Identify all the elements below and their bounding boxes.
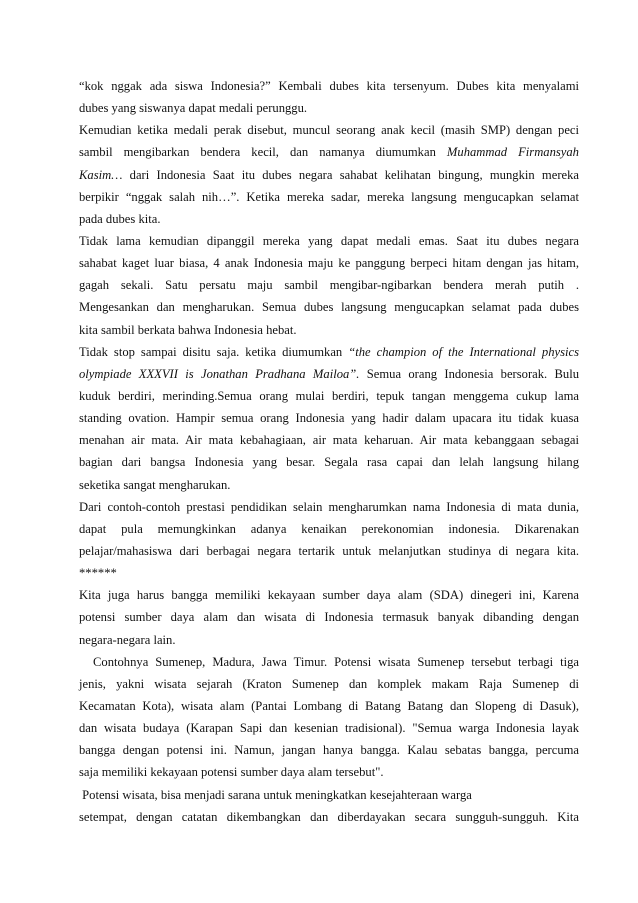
text-segment: Kecamatan Kota), wisata alam (Pantai Lombang di Batang Batang dan Slopeng di Dasuk), bbox=[79, 698, 579, 713]
text-line bbox=[79, 363, 579, 385]
text-segment: dubes yang siswanya dapat medali perunggu. bbox=[79, 101, 308, 116]
text-segment: setempat, dengan catatan dikembangkan dan diberdayakan secara sungguh-sungguh. Kita bbox=[79, 809, 579, 824]
text-segment: berpikir “nggak salah nih…”. Ketika mereka sadar, mereka langsung mengucapkan selamat bbox=[79, 189, 579, 204]
text-line bbox=[79, 385, 579, 407]
text-line bbox=[79, 739, 579, 761]
text-line bbox=[79, 119, 579, 141]
text-segment: dari Indonesia Saat itu dubes negara sahabat kelihatan bingung, mungkin mereka bbox=[122, 167, 579, 182]
text-line bbox=[79, 518, 579, 540]
text-segment: ****** bbox=[79, 566, 117, 581]
text-line bbox=[79, 451, 579, 473]
text-segment: potensi sumber daya alam dan wisata di Indonesia termasuk banyak dibanding dengan bbox=[79, 610, 579, 625]
text-line bbox=[79, 141, 579, 163]
text-segment: “kok nggak ada siswa Indonesia?” Kembali dubes kita tersenyum. Dubes kita menyalami bbox=[79, 79, 579, 93]
text-line bbox=[79, 717, 579, 739]
text-segment: Semua orang Indonesia bersorak. Bulu bbox=[359, 366, 579, 381]
text-segment: sahabat kaget luar biasa, 4 anak Indonesia maju ke panggung berpeci hitam dengan jas hitam, bbox=[79, 256, 579, 271]
italic-text: Kasim… bbox=[79, 167, 123, 182]
italic-text: “the champion of the International physics bbox=[348, 344, 579, 359]
text-line bbox=[79, 164, 579, 186]
text-segment: dan wisata budaya (Karapan Sapi dan kesenian tradisional). "Semua warga Indonesia layak bbox=[79, 721, 579, 736]
text-line bbox=[79, 562, 579, 584]
text-segment: jenis, yakni wisata sejarah (Kraton Sumenep dan komplek makam Raja Sumenep di bbox=[79, 676, 579, 691]
text-line bbox=[79, 695, 579, 717]
text-line bbox=[79, 252, 579, 274]
text-segment: dapat pula memungkinkan adanya kenaikan perekonomian indonesia. Dikarenakan bbox=[79, 521, 579, 536]
text-segment: menahan air mata. Air mata kebahagiaan, air mata keharuan. Air mata kebanggaan sebagai bbox=[79, 433, 579, 448]
text-line bbox=[79, 606, 579, 628]
text-segment: sambil mengibarkan bendera kecil, dan namanya diumumkan bbox=[79, 145, 447, 160]
italic-text: olympiade XXXVII is Jonathan Pradhana Mailoa”. bbox=[79, 366, 360, 381]
text-segment: standing ovation. Hampir semua orang Indonesia yang hadir dalam upacara itu tidak kuasa bbox=[79, 411, 579, 426]
text-line bbox=[79, 341, 579, 363]
text-segment: Mengesankan dan mengharukan. Semua dubes langsung mengucapkan selamat pada dubes bbox=[79, 300, 579, 315]
text-segment: Dari contoh-contoh prestasi pendidikan selain mengharumkan nama Indonesia di mata dunia, bbox=[79, 499, 579, 514]
text-segment: Kemudian ketika medali perak disebut, muncul seorang anak kecil (masih SMP) dengan peci bbox=[79, 123, 579, 138]
text-line bbox=[79, 407, 579, 429]
text-line bbox=[79, 784, 579, 806]
text-line bbox=[79, 319, 579, 341]
text-line bbox=[79, 186, 579, 208]
document-body bbox=[79, 75, 579, 828]
text-line bbox=[79, 274, 579, 296]
text-segment: seketika sangat mengharukan. bbox=[79, 477, 231, 492]
text-line bbox=[79, 540, 579, 562]
text-line bbox=[79, 230, 579, 252]
text-segment: negara-negara lain. bbox=[79, 632, 176, 647]
text-line bbox=[79, 474, 579, 496]
text-line bbox=[79, 673, 579, 695]
italic-text: Muhammad Firmansyah bbox=[446, 145, 579, 160]
text-segment: gagah sekali. Satu persatu maju sambil mengibar-ngibarkan bendera merah putih . bbox=[79, 278, 579, 293]
text-segment: Tidak stop sampai disitu saja. ketika diumumkan bbox=[79, 344, 349, 359]
text-segment: bagian dari bangsa Indonesia yang besar. Segala rasa capai dan lelah langsung hilang bbox=[79, 455, 579, 470]
text-segment: kuduk berdiri, merinding.Semua orang mulai berdiri, tepuk tangan menggema cukup lama bbox=[79, 388, 579, 403]
text-segment: Tidak lama kemudian dipanggil mereka yang dapat medali emas. Saat itu dubes negara bbox=[79, 233, 579, 248]
text-line bbox=[79, 761, 579, 783]
text-segment: pada dubes kita. bbox=[79, 211, 161, 226]
text-segment: saja memiliki kekayaan potensi sumber daya alam tersebut". bbox=[79, 765, 384, 780]
text-segment: kita sambil berkata bahwa Indonesia hebat. bbox=[79, 322, 297, 337]
text-segment: Potensi wisata, bisa menjadi sarana untuk meningkatkan kesejahteraan warga bbox=[79, 787, 472, 802]
text-segment: Kita juga harus bangga memiliki kekayaan sumber daya alam (SDA) dinegeri ini, Karena bbox=[79, 588, 579, 603]
text-segment: bangga dengan potensi ini. Namun, jangan hanya bangga. Kalau sebatas bangga, percuma bbox=[79, 743, 579, 758]
text-segment: Contohnya Sumenep, Madura, Jawa Timur. Potensi wisata Sumenep tersebut terbagi tiga bbox=[79, 654, 579, 669]
text-line bbox=[79, 296, 579, 318]
text-line bbox=[79, 97, 579, 119]
text-line bbox=[79, 806, 579, 828]
text-line bbox=[79, 584, 579, 606]
text-line bbox=[79, 208, 579, 230]
text-segment: pelajar/mahasiswa dari berbagai negara tertarik untuk melanjutkan studinya di negara kita. bbox=[79, 543, 579, 558]
text-line bbox=[79, 75, 579, 97]
text-line bbox=[79, 651, 579, 673]
text-line bbox=[79, 429, 579, 451]
text-line bbox=[79, 496, 579, 518]
text-line bbox=[79, 629, 579, 651]
